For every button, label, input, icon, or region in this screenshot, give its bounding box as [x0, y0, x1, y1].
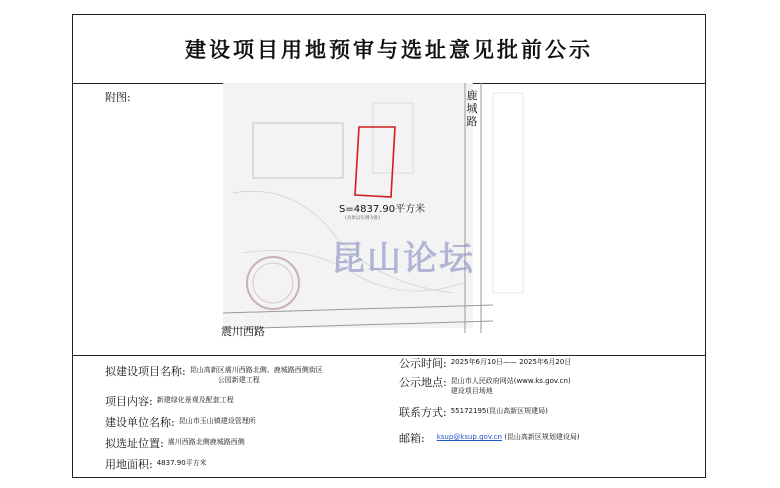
- project-name-line: 公园新建工程: [217, 376, 260, 384]
- info-section: [73, 355, 705, 479]
- mail-note: (昆山高新区规划建设局): [504, 433, 580, 441]
- road-label-vertical: [465, 89, 479, 128]
- watermark-text: 昆山论坛: [331, 239, 475, 279]
- mail-link[interactable]: ksup@ksup.gov.cn: [436, 433, 502, 441]
- project-content-label: 项目内容:: [105, 395, 153, 408]
- project-content-value: 新建绿化景观及配套工程: [156, 396, 234, 404]
- contact-value: 55172195(昆山高新区规建局): [450, 407, 548, 415]
- project-name-label: 拟建设项目名称:: [105, 365, 186, 378]
- contact-label: 联系方式:: [399, 406, 447, 419]
- map-label: 附图:: [105, 91, 131, 104]
- place-row: [399, 374, 699, 404]
- place-line: 昆山市人民政府网站(www.ks.gov.cn): [450, 377, 571, 385]
- project-name-row: [105, 363, 395, 393]
- project-content-row: [105, 393, 395, 414]
- time-row: [399, 355, 699, 374]
- mail-value: [437, 430, 580, 442]
- notice-frame: [72, 14, 706, 478]
- site-value: 震川西路北侧鹿城路西侧: [167, 438, 245, 446]
- site-map: [73, 83, 705, 355]
- notice-info: [399, 355, 699, 454]
- unit-label: 建设单位名称:: [105, 416, 175, 429]
- site-area-note: (具体以实测为准): [345, 216, 381, 221]
- road-char: 城: [466, 102, 478, 115]
- land-area-value: 4837.90平方米: [156, 459, 207, 467]
- road-char: 鹿: [466, 89, 478, 102]
- parcel-outline: [493, 93, 523, 293]
- place-value: [451, 374, 571, 396]
- place-label: 公示地点:: [399, 376, 447, 389]
- unit-value: 昆山市玉山镇建设管理所: [178, 417, 256, 425]
- land-area-label: 用地面积:: [105, 458, 153, 471]
- title-row: [73, 15, 705, 84]
- site-label: 拟选址位置:: [105, 437, 164, 450]
- site-area-label: S=4837.90平方米: [339, 204, 426, 215]
- project-info: [105, 363, 395, 477]
- project-name-line: 昆山高新区震川西路北侧、鹿城路西侧街区: [189, 366, 323, 374]
- time-value: 2025年6月10日—— 2025年6月20日: [450, 358, 572, 366]
- map-area: [73, 83, 705, 356]
- mail-row: [399, 430, 699, 454]
- place-line: 建设项目场地: [450, 387, 493, 395]
- contact-row: [399, 404, 699, 430]
- road-label-horizontal: 震川西路: [221, 325, 265, 338]
- mail-label: 邮箱:: [399, 432, 425, 445]
- road-char: 路: [466, 115, 478, 128]
- site-row: [105, 435, 395, 456]
- time-label: 公示时间:: [399, 357, 447, 370]
- land-area-row: [105, 456, 395, 477]
- unit-row: [105, 414, 395, 435]
- project-name-value: [190, 363, 323, 385]
- page-title: 建设项目用地预审与选址意见批前公示: [185, 37, 593, 62]
